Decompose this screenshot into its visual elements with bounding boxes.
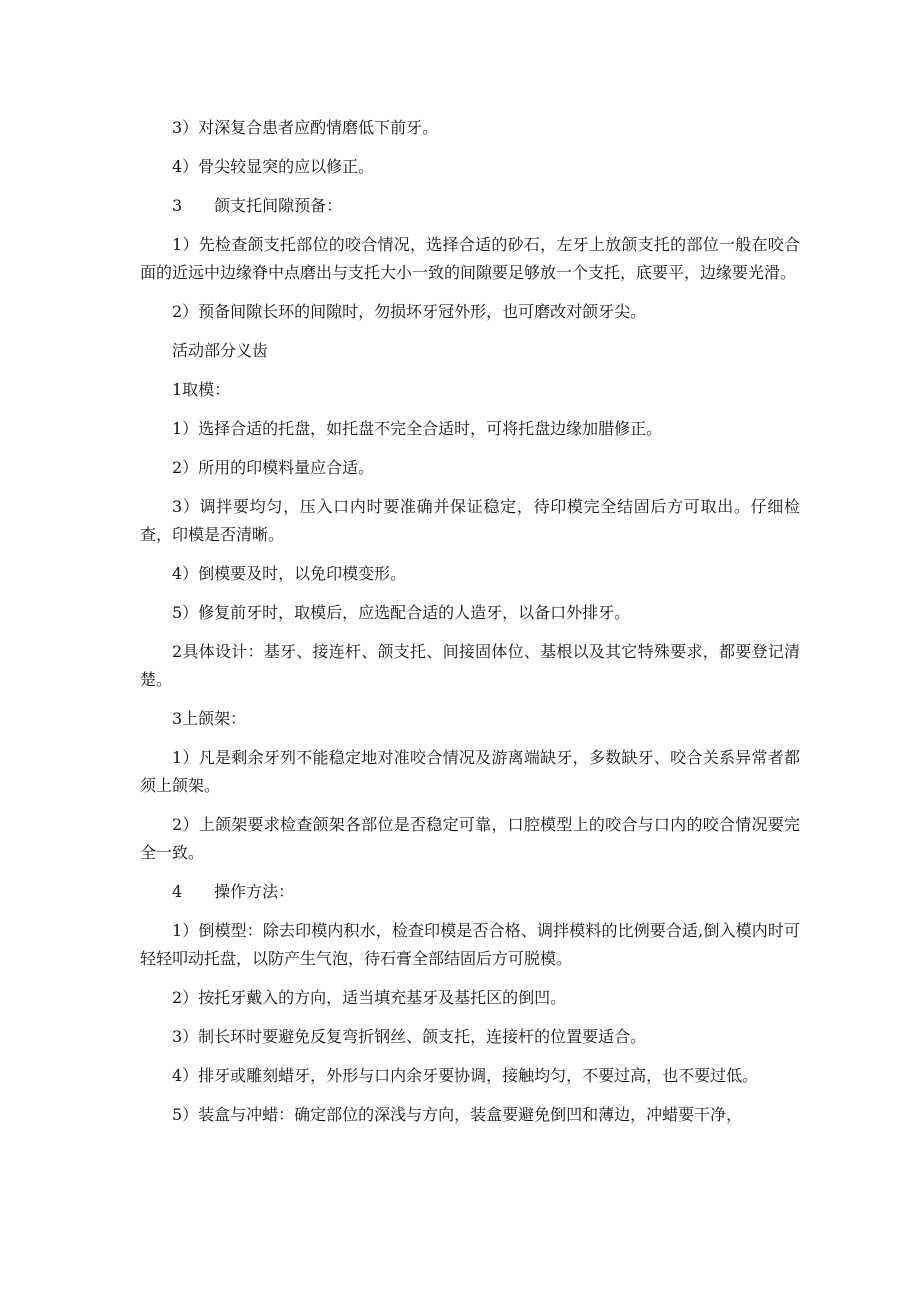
paragraph-5-flasking: 5）装盒与冲蜡：确定部位的深浅与方向，装盒要避免倒凹和薄边，冲蜡要干净， — [172, 1105, 743, 1124]
section-heading-design: 2具体设计：基牙、接连杆、颌支托、间接固体位、基根以及其它特殊要求，都要登记清楚。 — [140, 642, 800, 689]
paragraph-2-clasp-space: 2）预备间隙长环的间隙时，勿损坏牙冠外形，也可磨改对颌牙尖。 — [172, 302, 647, 321]
paragraph-1-select-tray: 1）选择合适的托盘，如托盘不完全合适时，可将托盘边缘加腊修正。 — [172, 419, 663, 438]
paragraph-3-bend-clasp: 3）制长环时要避免反复弯折钢丝、颌支托，连接杆的位置要适合。 — [172, 1027, 647, 1046]
section-heading-operation-method: 4 操作方法： — [172, 882, 295, 901]
section-heading-rest-space-prep: 3 颌支托间隙预备： — [172, 196, 343, 215]
paragraph-4-arrange-teeth: 4）排牙或雕刻蜡牙，外形与口内余牙要协调，接触均匀，不要过高，也不要过低。 — [172, 1066, 759, 1085]
document-body — [140, 114, 800, 1140]
paragraph-5-anterior-repair: 5）修复前牙时，取模后，应选配合适的人造牙，以备口外排牙。 — [172, 603, 631, 622]
paragraph-2-impression-amount: 2）所用的印模料量应合适。 — [172, 458, 375, 477]
paragraph-1-articulator-needed: 1）凡是剩余牙列不能稳定地对准咬合情况及游离端缺牙，多数缺牙、咬合关系异常者都须上颌架。 — [140, 748, 800, 795]
paragraph-2-articulator-check: 2）上颌架要求检查颌架各部位是否稳定可靠，口腔模型上的咬合与口内的咬合情况要完全一致。 — [140, 815, 800, 862]
paragraph-1-check-occlusion: 1）先检查颌支托部位的咬合情况，选择合适的砂石，左牙上放颌支托的部位一般在咬合面的近远中边缘脊中点磨出与支托大小一致的间隙要足够放一个支托，底要平，边缘要光滑。 — [140, 235, 800, 282]
section-heading-impression: 1取模： — [172, 380, 231, 399]
paragraph-3-lower-anterior: 3）对深复合患者应酌情磨低下前牙。 — [172, 118, 439, 137]
paragraph-4-pour-model: 4）倒模要及时，以免印模变形。 — [172, 564, 407, 583]
paragraph-1-pour-model: 1）倒模型：除去印模内积水，检查印模是否合格、调拌模料的比例要合适,倒入模内时可轻轻叩动托盘，以防产生气泡，待石膏全部结固后方可脱模。 — [140, 921, 800, 968]
paragraph-4-bone-spur: 4）骨尖较显突的应以修正。 — [172, 157, 375, 176]
section-heading-articulator: 3上颌架： — [172, 709, 247, 728]
paragraph-2-fill-undercuts: 2）按托牙戴入的方向，适当填充基牙及基托区的倒凹。 — [172, 988, 567, 1007]
paragraph-3-mixing: 3）调拌要均匀，压入口内时要准确并保证稳定，待印模完全结固后方可取出。仔细检查，印模是否清晰。 — [140, 497, 800, 544]
section-heading-removable-denture: 活动部分义齿 — [172, 341, 269, 360]
